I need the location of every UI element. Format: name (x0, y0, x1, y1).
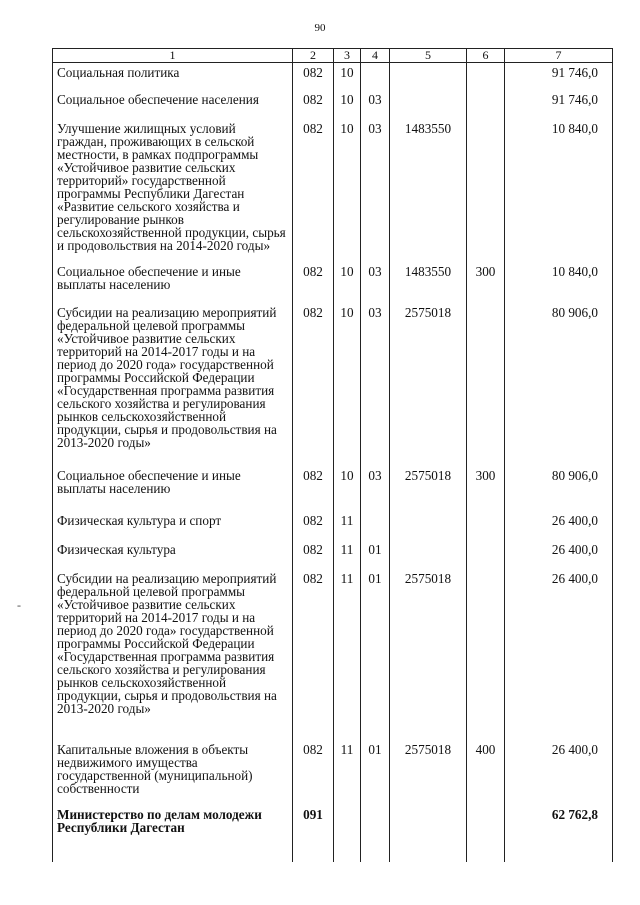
row-col-3 (334, 805, 361, 862)
row-name: Социальное обеспечение и иные выплаты населению (53, 262, 293, 303)
row-col-7: 10 840,0 (505, 119, 613, 262)
row-col-4: 01 (361, 569, 390, 740)
table-row (53, 63, 613, 91)
row-col-5: 2575018 (390, 303, 467, 466)
row-col-5 (390, 540, 467, 569)
row-col-2: 082 (293, 511, 334, 540)
row-col-5 (390, 90, 467, 119)
row-name: Физическая культура и спорт (53, 511, 293, 540)
budget-table (52, 48, 613, 862)
header-col-6: 6 (467, 49, 505, 63)
row-name: Субсидии на реализацию мероприятий федеральной целевой программы «Устойчивое развитие сельских территорий на 2014-2017 годы и на период до 2020 года» государственной программы Российской Федерации «Государственная программа развития сельского хозяйства и регулирования рынков сельскохозяйственной продукции, сырья и продовольствия на 2013-2020 годы» (53, 303, 293, 466)
row-col-6 (467, 805, 505, 862)
row-col-5: 1483550 (390, 119, 467, 262)
row-col-7: 26 400,0 (505, 511, 613, 540)
row-col-5 (390, 805, 467, 862)
row-col-6 (467, 540, 505, 569)
row-col-3: 10 (334, 63, 361, 91)
row-col-3: 10 (334, 303, 361, 466)
table-row (53, 119, 613, 262)
row-col-5 (390, 511, 467, 540)
row-col-7: 80 906,0 (505, 466, 613, 511)
row-col-2: 082 (293, 303, 334, 466)
row-col-4: 01 (361, 740, 390, 805)
row-col-6 (467, 569, 505, 740)
row-col-2: 082 (293, 740, 334, 805)
row-col-4: 03 (361, 119, 390, 262)
row-col-4: 03 (361, 303, 390, 466)
row-col-2: 082 (293, 63, 334, 91)
row-col-7: 26 400,0 (505, 569, 613, 740)
row-name: Субсидии на реализацию мероприятий федеральной целевой программы «Устойчивое развитие сельских территорий на 2014-2017 годы и на период до 2020 года» государственной программы Российской Федерации «Государственная программа развития сельского хозяйства и регулирования рынков сельскохозяйственной продукции, сырья и продовольствия на 2013-2020 годы» (53, 569, 293, 740)
row-name: Социальная политика (53, 63, 293, 91)
table-row (53, 805, 613, 862)
table-row (53, 303, 613, 466)
page-number: 90 (314, 22, 326, 34)
row-col-2: 091 (293, 805, 334, 862)
table-row (53, 90, 613, 119)
table-row (53, 511, 613, 540)
row-col-6 (467, 63, 505, 91)
table-row (53, 262, 613, 303)
row-col-4: 03 (361, 90, 390, 119)
row-name: Социальное обеспечение населения (53, 90, 293, 119)
row-col-7: 10 840,0 (505, 262, 613, 303)
row-col-3: 10 (334, 119, 361, 262)
row-col-7: 26 400,0 (505, 540, 613, 569)
row-col-7: 26 400,0 (505, 740, 613, 805)
table-row (53, 466, 613, 511)
row-col-3: 11 (334, 569, 361, 740)
row-col-2: 082 (293, 466, 334, 511)
row-col-6: 300 (467, 262, 505, 303)
row-col-3: 10 (334, 90, 361, 119)
row-col-7: 62 762,8 (505, 805, 613, 862)
row-col-2: 082 (293, 569, 334, 740)
header-col-2: 2 (293, 49, 334, 63)
header-col-1: 1 (53, 49, 293, 63)
row-col-2: 082 (293, 262, 334, 303)
row-name: Капитальные вложения в объекты недвижимого имущества государственной (муниципальной) собственности (53, 740, 293, 805)
row-name: Физическая культура (53, 540, 293, 569)
row-col-6 (467, 90, 505, 119)
margin-mark: - (17, 598, 21, 612)
table-body (53, 63, 613, 863)
row-col-4: 03 (361, 466, 390, 511)
row-col-4: 03 (361, 262, 390, 303)
row-col-6: 300 (467, 466, 505, 511)
row-col-4 (361, 805, 390, 862)
header-row (53, 49, 613, 63)
row-col-2: 082 (293, 119, 334, 262)
row-col-3: 11 (334, 540, 361, 569)
table-row (53, 569, 613, 740)
row-col-6 (467, 119, 505, 262)
row-col-5: 2575018 (390, 466, 467, 511)
row-name: Улучшение жилищных условий граждан, проживающих в сельской местности, в рамках подпрограммы «Устойчивое развитие сельских территорий» государственной программы Республики Дагестан «Развитие сельского хозяйства и регулирование рынков сельскохозяйственной продукции, сырья и продовольствия на 2014-2020 годы» (53, 119, 293, 262)
row-col-4 (361, 63, 390, 91)
row-col-5: 2575018 (390, 569, 467, 740)
row-col-6: 400 (467, 740, 505, 805)
row-col-7: 80 906,0 (505, 303, 613, 466)
header-col-7: 7 (505, 49, 613, 63)
row-col-7: 91 746,0 (505, 63, 613, 91)
row-col-5: 1483550 (390, 262, 467, 303)
row-col-6 (467, 303, 505, 466)
row-col-3: 11 (334, 740, 361, 805)
row-col-4: 01 (361, 540, 390, 569)
row-name: Социальное обеспечение и иные выплаты населению (53, 466, 293, 511)
table-row (53, 540, 613, 569)
header-col-5: 5 (390, 49, 467, 63)
row-name: Министерство по делам молодежи Республики Дагестан (53, 805, 293, 862)
row-col-6 (467, 511, 505, 540)
row-col-5: 2575018 (390, 740, 467, 805)
row-col-3: 10 (334, 262, 361, 303)
header-col-4: 4 (361, 49, 390, 63)
row-col-4 (361, 511, 390, 540)
header-col-3: 3 (334, 49, 361, 63)
row-col-7: 91 746,0 (505, 90, 613, 119)
row-col-2: 082 (293, 540, 334, 569)
row-col-3: 10 (334, 466, 361, 511)
row-col-5 (390, 63, 467, 91)
row-col-2: 082 (293, 90, 334, 119)
table-row (53, 740, 613, 805)
row-col-3: 11 (334, 511, 361, 540)
